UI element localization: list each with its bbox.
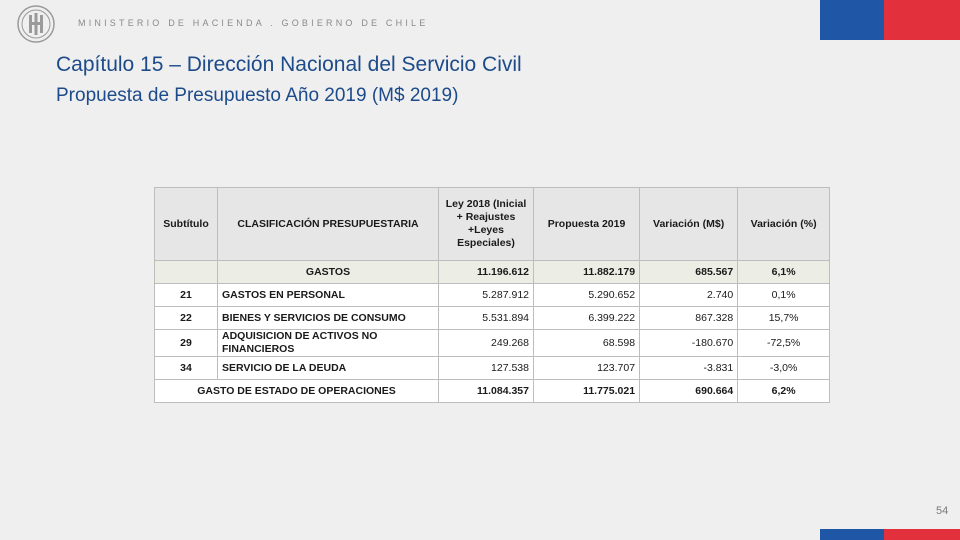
table-cell: 68.598 (534, 330, 640, 357)
table-cell: 249.268 (439, 330, 534, 357)
table-cell (155, 261, 218, 284)
table-cell: 11.775.021 (534, 380, 640, 403)
table-cell: -3.831 (640, 357, 738, 380)
table-cell: BIENES Y SERVICIOS DE CONSUMO (218, 307, 439, 330)
table-cell: 34 (155, 357, 218, 380)
table-cell: 21 (155, 284, 218, 307)
table-cell: SERVICIO DE LA DEUDA (218, 357, 439, 380)
table-row (155, 307, 830, 330)
table-cell: 11.084.357 (439, 380, 534, 403)
government-seal-icon (16, 4, 56, 44)
table-cell: 6.399.222 (534, 307, 640, 330)
table-cell: 690.664 (640, 380, 738, 403)
header-propuesta-2019: Propuesta 2019 (534, 188, 640, 261)
table-row (155, 357, 830, 380)
table-cell: 123.707 (534, 357, 640, 380)
table-row (155, 284, 830, 307)
table-cell: 11.882.179 (534, 261, 640, 284)
table-cell: 5.287.912 (439, 284, 534, 307)
table-row-gastos (155, 261, 830, 284)
table-cell: -72,5% (738, 330, 830, 357)
flag-bar-blue (820, 0, 884, 40)
header-ley-2018: Ley 2018 (Inicial + Reajustes +Leyes Especiales) (439, 188, 534, 261)
table-cell: 11.196.612 (439, 261, 534, 284)
header-variacion-pct: Variación (%) (738, 188, 830, 261)
table-cell: 29 (155, 330, 218, 357)
table-row (155, 330, 830, 357)
table-cell: 5.290.652 (534, 284, 640, 307)
header-variacion-m: Variación (M$) (640, 188, 738, 261)
page-title: Capítulo 15 – Dirección Nacional del Servicio Civil (56, 53, 522, 76)
table-cell: -3,0% (738, 357, 830, 380)
table-cell: GASTOS EN PERSONAL (218, 284, 439, 307)
page-number: 54 (936, 505, 949, 517)
ministry-header: MINISTERIO DE HACIENDA . GOBIERNO DE CHILE (78, 18, 429, 28)
table-cell: 6,1% (738, 261, 830, 284)
table-cell: GASTO DE ESTADO DE OPERACIONES (155, 380, 439, 403)
table-cell: -180.670 (640, 330, 738, 357)
flag-bar-red (884, 0, 960, 40)
footer-flag-bar-red (884, 529, 960, 540)
table-cell: 0,1% (738, 284, 830, 307)
budget-table (154, 187, 830, 403)
header-clasificacion: CLASIFICACIÓN PRESUPUESTARIA (218, 188, 439, 261)
table-cell: 5.531.894 (439, 307, 534, 330)
table-cell: 2.740 (640, 284, 738, 307)
table-cell: 6,2% (738, 380, 830, 403)
table-cell: 127.538 (439, 357, 534, 380)
table-cell: 22 (155, 307, 218, 330)
table-row-total (155, 380, 830, 403)
footer-flag-bar-blue (820, 529, 884, 540)
table-cell: GASTOS (218, 261, 439, 284)
table-cell: 15,7% (738, 307, 830, 330)
table-cell: 867.328 (640, 307, 738, 330)
table-header-row (155, 188, 830, 261)
page-subtitle: Propuesta de Presupuesto Año 2019 (M$ 2019) (56, 85, 459, 106)
table-cell: ADQUISICION DE ACTIVOS NO FINANCIEROS (218, 330, 439, 357)
table-cell: 685.567 (640, 261, 738, 284)
header-subtitulo: Subtítulo (155, 188, 218, 261)
